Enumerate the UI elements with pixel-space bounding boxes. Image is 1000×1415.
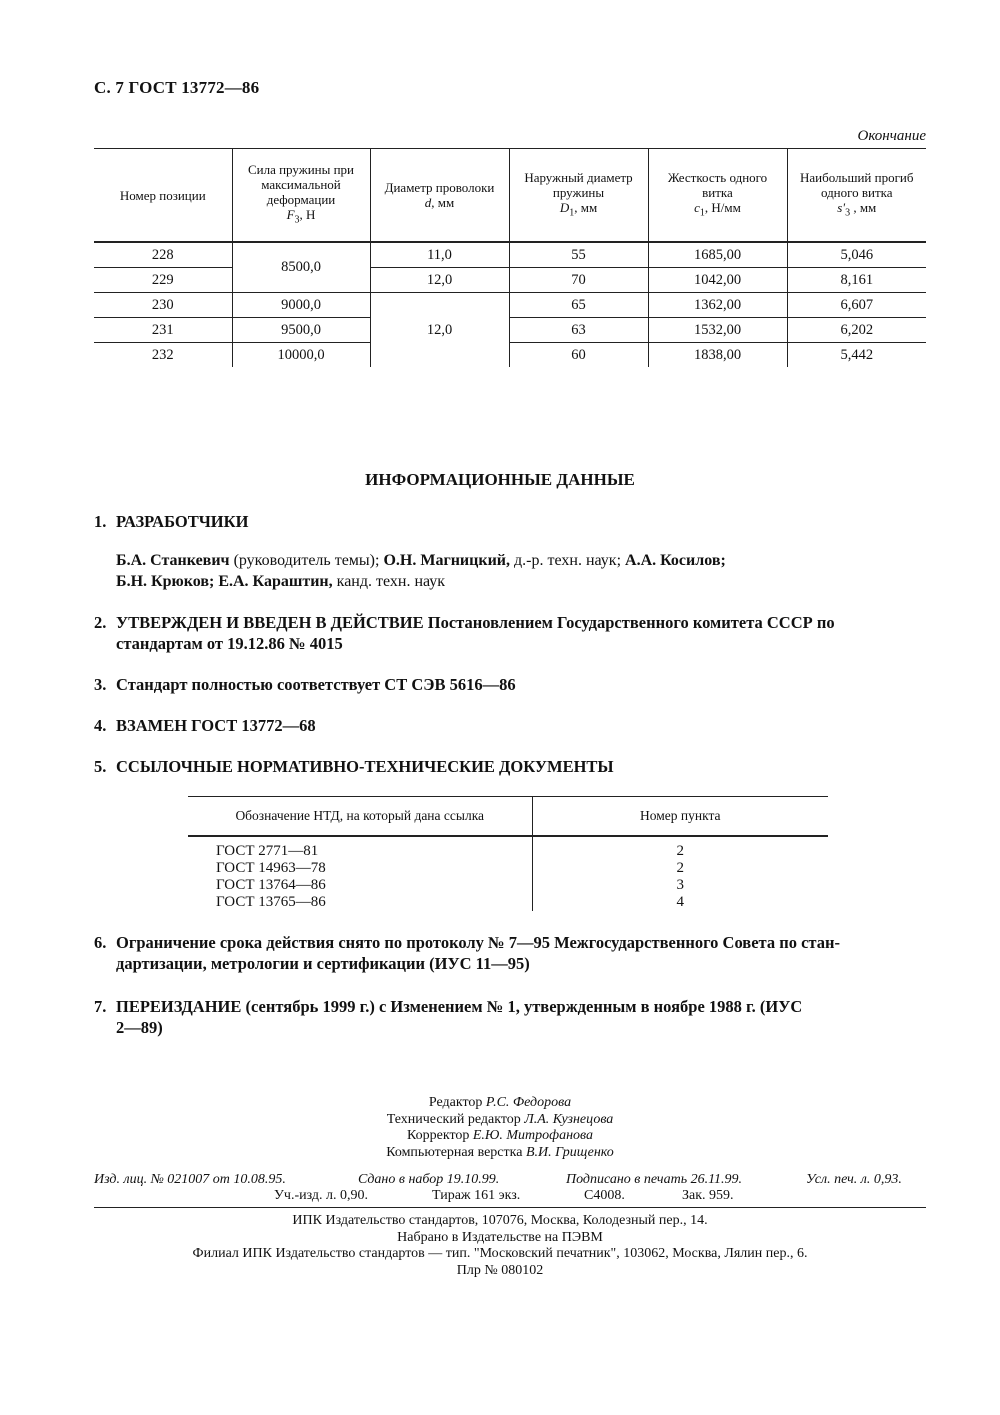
continuation-label: Окончание [857,128,926,144]
editorial-credits [0,1095,1000,1161]
ref-doc: ГОСТ 14963—78 [216,860,326,876]
spring-parameters-table [94,148,926,367]
print-code: С4008. [584,1188,625,1203]
info-item-4: 4. ВЗАМЕН ГОСТ 13772—68 [94,716,316,735]
header-outer-diameter: Наружный диаметр пружины $D_1$, мм [509,149,648,243]
cell-force: 8500,0 [232,242,370,293]
info-section-title: ИНФОРМАЦИОННЫЕ ДАННЫЕ [365,470,635,489]
header-deflection: Наибольший прогиб одного витка $s'_3$ , мм [787,149,926,243]
ref-row [188,836,828,860]
info-item-3: 3. Стандарт полностью соответствует СТ СЭВ 5616—86 [94,675,516,694]
info-item-2: 2. УТВЕРЖДЕН И ВВЕДЕН В ДЕЙСТВИЕ Постановлением Государственного комитета СССР по стандартам от 19.12.86 № 4015 [94,613,835,653]
cell-position: 228 [94,242,232,268]
info-item-1: 1. РАЗРАБОТЧИКИ [94,512,249,531]
ref-header-doc: Обозначение НТД, на который дана ссылка [188,797,532,837]
print-sheets: Усл. печ. л. 0,93. [806,1172,902,1187]
cell-outer: 65 [509,293,648,318]
cell-deflection: 5,442 [787,343,926,368]
table-header-row [94,149,926,243]
ref-doc: ГОСТ 13765—86 [216,894,326,910]
table-row [94,343,926,368]
ref-header-row [188,797,828,837]
header-position: Номер позиции [94,149,232,243]
cell-outer: 70 [509,268,648,293]
info-item-5: 5. ССЫЛОЧНЫЕ НОРМАТИВНО-ТЕХНИЧЕСКИЕ ДОКУМЕНТЫ [94,757,614,776]
print-pub-sheets: Уч.-изд. л. 0,90. [274,1188,368,1203]
ref-header-point: Номер пункта [532,797,828,837]
ref-point: 3 [532,877,828,894]
cell-stiffness: 1838,00 [648,343,787,368]
credit-editor: Редактор Р.С. Федорова [428,1095,572,1110]
cell-force: 9500,0 [232,318,370,343]
references-table [188,796,828,911]
header-force: Сила пружины при максимальной деформации $F_3$, Н [232,149,370,243]
cell-deflection: 5,046 [787,242,926,268]
cell-outer: 63 [509,318,648,343]
ref-point: 4 [532,894,828,911]
credit-layout: Компьютерная верстка В.И. Грищенко [386,1144,614,1160]
ref-doc: ГОСТ 2771—81 [216,843,319,859]
cell-wire: 12,0 [370,268,509,293]
cell-position: 232 [151,346,174,363]
print-typeset: Сдано в набор 19.10.99. [358,1172,500,1187]
print-license: Изд. лиц. № 021007 от 10.08.95. [94,1172,286,1187]
info-item-7: 7. ПЕРЕИЗДАНИЕ (сентябрь 1999 г.) с Изменением № 1, утвержденным в ноябре 1988 г. (ИУС 2—89) [94,997,803,1037]
ref-point: 2 [532,836,828,860]
cell-wire: 12,0 [370,293,509,368]
cell-stiffness: 1532,00 [648,318,787,343]
header-wire-diameter: Диаметр проволоки d, мм [370,149,509,243]
imprint-divider [94,1207,926,1208]
credit-corrector: Корректор Е.Ю. Митрофанова [406,1128,594,1143]
header-stiffness: Жесткость одного витка $c_1$, Н/мм [648,149,787,243]
cell-stiffness: 1362,00 [648,293,787,318]
cell-position: 229 [94,268,232,293]
ref-row [188,894,828,911]
table-row [94,268,926,293]
print-run: Тираж 161 экз. [432,1188,521,1203]
publisher-imprint: ИПК Издательство стандартов, 107076, Москва, Колодезный пер., 14. Набрано в Издательстве на ПЭВМ Филиал ИПК Издательство стандартов — тип. "Московский печатник", 103062, Москва, Лялин пер., 6. Плр № 080102 [192,1213,808,1278]
cell-stiffness: 1685,00 [648,242,787,268]
page-header: С. 7 ГОСТ 13772—86 [94,78,260,97]
cell-wire: 11,0 [370,242,509,268]
table-row [94,293,926,318]
ref-row [188,877,828,894]
cell-position: 231 [94,318,232,343]
ref-point: 2 [532,860,828,877]
print-order: Зак. 959. [682,1188,734,1203]
cell-deflection: 6,202 [787,318,926,343]
ref-doc: ГОСТ 13764—86 [216,877,326,893]
cell-force: 10000,0 [232,343,370,368]
cell-deflection: 8,161 [787,268,926,293]
cell-position: 230 [94,293,232,318]
cell-outer: 55 [509,242,648,268]
cell-force: 9000,0 [232,293,370,318]
cell-outer: 60 [509,343,648,368]
info-item-6: 6. Ограничение срока действия снято по протоколу № 7—95 Межгосударственного Совета по стан- дартизации, метрологии и сертификации (ИУС 11—95) [94,933,840,973]
cell-deflection: 6,607 [787,293,926,318]
print-signed: Подписано в печать 26.11.99. [566,1172,743,1187]
cell-stiffness: 1042,00 [648,268,787,293]
ref-row [188,860,828,877]
developers-list: Б.А. Станкевич (руководитель темы); О.Н. Магницкий, д.-р. техн. наук; А.А. Косилов; Б.Н. Крюков; Е.А. Караштин, канд. техн. наук [116,552,726,590]
table-row [94,242,926,268]
table-row [94,318,926,343]
credit-tech-editor: Технический редактор Л.А. Кузнецова [386,1111,614,1127]
